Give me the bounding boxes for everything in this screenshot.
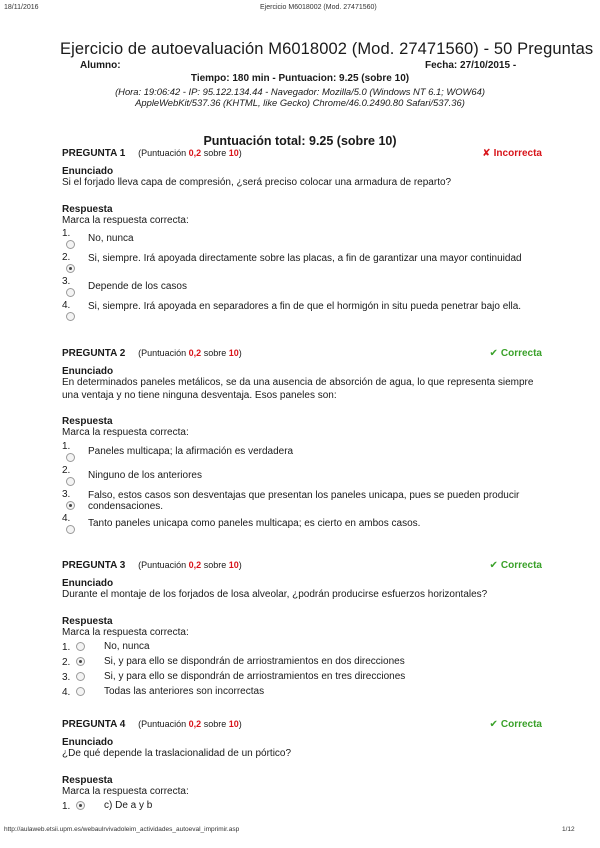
enunciado-label: Enunciado	[62, 166, 114, 177]
option-1[interactable]: 1. Paneles multicapa; la afirmación es verdadera	[62, 442, 542, 464]
fecha: Fecha: 27/10/2015 -	[425, 60, 517, 71]
question-4	[62, 719, 542, 813]
option-4[interactable]: 4. Todas las anteriores son incorrectas	[62, 686, 265, 698]
respuesta-label: Respuesta	[62, 774, 113, 786]
question-points: (Puntuación 0,2 sobre 10)	[138, 348, 242, 358]
option-3[interactable]: 3. Falso, estos casos son desventajas que presentan los paneles unicapa, pues se pueden producir condensaciones.	[62, 488, 520, 512]
radio-button-selected[interactable]	[76, 801, 85, 810]
option-3[interactable]: 3. Si, y para ello se dispondrán de arriostramientos en tres direcciones	[62, 671, 406, 683]
question-2	[62, 348, 542, 536]
radio-button[interactable]	[76, 642, 85, 651]
radio-button[interactable]	[66, 240, 75, 249]
enunciado-text: En determinados paneles metálicos, se da una ausencia de absorción de agua, lo que representa siempre una ventaja y no tiene ninguna desventaja. Esos paneles son:	[62, 377, 534, 401]
marca-instruction: Marca la respuesta correcta:	[62, 785, 189, 797]
option-2[interactable]: 2. Ninguno de los anteriores	[62, 466, 542, 488]
enunciado-text: ¿De qué depende la traslacionalidad de un pórtico?	[62, 748, 292, 759]
question-3	[62, 560, 542, 699]
alumno-label: Alumno:	[80, 60, 121, 71]
session-meta-line1: (Hora: 19:06:42 - IP: 95.122.134.44 - Navegador: Mozilla/5.0 (Windows NT 6.1; WOW64)	[115, 86, 485, 97]
enunciado-text: Si el forjado lleva capa de compresión, ¿será preciso colocar una armadura de reparto?	[62, 177, 452, 188]
option-2[interactable]: 2. Si, siempre. Irá apoyada directamente sobre las placas, a fin de garantizar una mayor continuidad	[62, 253, 542, 275]
respuesta-label: Respuesta	[62, 416, 113, 427]
total-score: Puntuación total: 9.25 (sobre 10)	[203, 134, 397, 148]
option-1[interactable]: 1. No, nunca	[62, 229, 542, 251]
print-page-number: 1/12	[562, 826, 575, 833]
option-1[interactable]: 1. c) De a y b	[62, 800, 153, 812]
radio-button[interactable]	[66, 525, 75, 534]
question-title: PREGUNTA 3	[62, 560, 126, 571]
print-url: http://aulaweb.etsii.upm.es/webaulrvivadoleim_actividades_autoeval_imprimir.asp	[4, 826, 240, 833]
status-badge: ✘ Incorrecta	[482, 148, 542, 159]
radio-button-selected[interactable]	[66, 264, 75, 273]
session-meta-line2: AppleWebKit/537.36 (KHTML, like Gecko) Chrome/46.0.2490.80 Safari/537.36)	[135, 97, 465, 108]
radio-button-selected[interactable]	[76, 657, 85, 666]
status-badge: ✔ Correcta	[489, 719, 542, 730]
enunciado-label: Enunciado	[62, 737, 114, 748]
radio-button[interactable]	[66, 477, 75, 486]
radio-button[interactable]	[66, 453, 75, 462]
option-3[interactable]: 3. Depende de los casos	[62, 277, 542, 299]
radio-button[interactable]	[76, 672, 85, 681]
marca-instruction: Marca la respuesta correcta:	[62, 626, 189, 638]
check-icon: ✔	[489, 560, 498, 571]
check-icon: ✔	[489, 719, 498, 730]
question-points: (Puntuación 0,2 sobre 10)	[138, 719, 242, 729]
radio-button-selected[interactable]	[66, 501, 75, 510]
radio-button[interactable]	[66, 288, 75, 297]
page-title: Ejercicio de autoevaluación M6018002 (Mod. 27471560) - 50 Preguntas	[60, 40, 594, 58]
respuesta-label: Respuesta	[62, 615, 113, 627]
radio-button[interactable]	[76, 687, 85, 696]
status-badge: ✔ Correcta	[489, 560, 542, 571]
marca-instruction: Marca la respuesta correcta:	[62, 427, 189, 438]
enunciado-label: Enunciado	[62, 366, 114, 377]
question-points: (Puntuación 0,2 sobre 10)	[138, 560, 242, 570]
check-icon: ✔	[489, 348, 498, 359]
question-title: PREGUNTA 4	[62, 719, 126, 730]
marca-instruction: Marca la respuesta correcta:	[62, 214, 189, 226]
print-date: 18/11/2016	[4, 4, 39, 11]
status-badge: ✔ Correcta	[489, 348, 542, 359]
print-doc-title: Ejercicio M6018002 (Mod. 27471560)	[260, 4, 377, 11]
enunciado-text: Durante el montaje de los forjados de losa alveolar, ¿podrán producirse esfuerzos horizontales?	[62, 589, 488, 600]
question-1	[62, 148, 542, 323]
radio-button[interactable]	[66, 312, 75, 321]
question-points: (Puntuación 0,2 sobre 10)	[138, 148, 242, 158]
cross-icon: ✘	[482, 148, 491, 159]
option-4[interactable]: 4. Tanto paneles unicapa como paneles multicapa; es cierto en ambos casos.	[62, 514, 542, 536]
option-1[interactable]: 1. No, nunca	[62, 641, 150, 653]
question-title: PREGUNTA 2	[62, 348, 126, 359]
option-4[interactable]: 4. Si, siempre. Irá apoyada en separadores a fin de que el hormigón in situ pueda penetrar bajo ella.	[62, 301, 542, 323]
tiempo-puntuacion: Tiempo: 180 min - Puntuacion: 9.25 (sobre 10)	[190, 73, 410, 84]
respuesta-label: Respuesta	[62, 203, 113, 215]
option-2[interactable]: 2. Si, y para ello se dispondrán de arriostramientos en dos direcciones	[62, 656, 405, 668]
enunciado-label: Enunciado	[62, 578, 114, 589]
question-title: PREGUNTA 1	[62, 148, 126, 159]
